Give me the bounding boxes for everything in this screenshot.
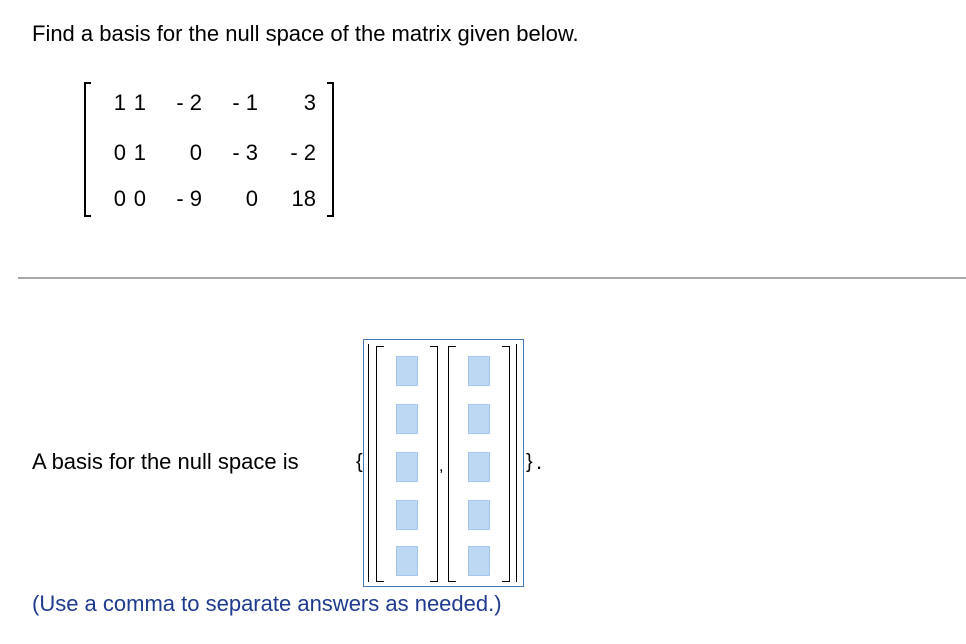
open-brace: {	[356, 451, 363, 473]
matrix-cell: - 1	[232, 90, 258, 115]
vector-2-entry-input[interactable]	[468, 546, 490, 576]
matrix-cell: - 2	[176, 90, 202, 115]
close-brace: }	[526, 451, 533, 473]
matrix-cell: 3	[303, 90, 316, 115]
vector-2-entry-input[interactable]	[468, 452, 490, 482]
vector-1-entry-input[interactable]	[396, 356, 418, 386]
basis-vector-1	[376, 346, 438, 582]
matrix-cell: 18	[291, 186, 316, 211]
matrix-cell: - 3	[232, 140, 258, 165]
period: .	[536, 449, 543, 474]
answer-input-area	[363, 339, 524, 587]
matrix-cell: 1	[133, 90, 146, 115]
matrix-cell: 0	[113, 140, 126, 165]
question-text: Find a basis for the null space of the matrix given below.	[32, 21, 579, 46]
instruction-hint: (Use a comma to separate answers as needed.)	[32, 591, 502, 616]
vector-separator: ,	[439, 458, 444, 475]
matrix-cell: 1	[113, 90, 126, 115]
matrix-cell: 0	[245, 186, 258, 211]
matrix-cell: - 9	[176, 186, 202, 211]
set-right-bar	[516, 344, 517, 582]
vector-1-entry-input[interactable]	[396, 404, 418, 434]
vector-left-bracket	[376, 346, 384, 582]
matrix-cell: - 2	[290, 140, 316, 165]
vector-left-bracket	[448, 346, 456, 582]
vector-right-bracket	[430, 346, 438, 582]
coefficient-matrix	[84, 82, 334, 217]
section-divider	[18, 277, 966, 279]
vector-2-entry-input[interactable]	[468, 404, 490, 434]
set-left-bar	[368, 344, 369, 582]
vector-1-entry-input[interactable]	[396, 546, 418, 576]
vector-right-bracket	[502, 346, 510, 582]
answer-label: A basis for the null space is	[32, 449, 299, 474]
matrix-cell: 0	[189, 140, 202, 165]
matrix-right-bracket	[327, 82, 334, 217]
basis-vector-2	[448, 346, 510, 582]
vector-2-entry-input[interactable]	[468, 500, 490, 530]
vector-1-entry-input[interactable]	[396, 452, 418, 482]
matrix-cell: 1	[133, 140, 146, 165]
vector-1-entry-input[interactable]	[396, 500, 418, 530]
matrix-cell: 0	[113, 186, 126, 211]
matrix-cell: 0	[133, 186, 146, 211]
vector-2-entry-input[interactable]	[468, 356, 490, 386]
